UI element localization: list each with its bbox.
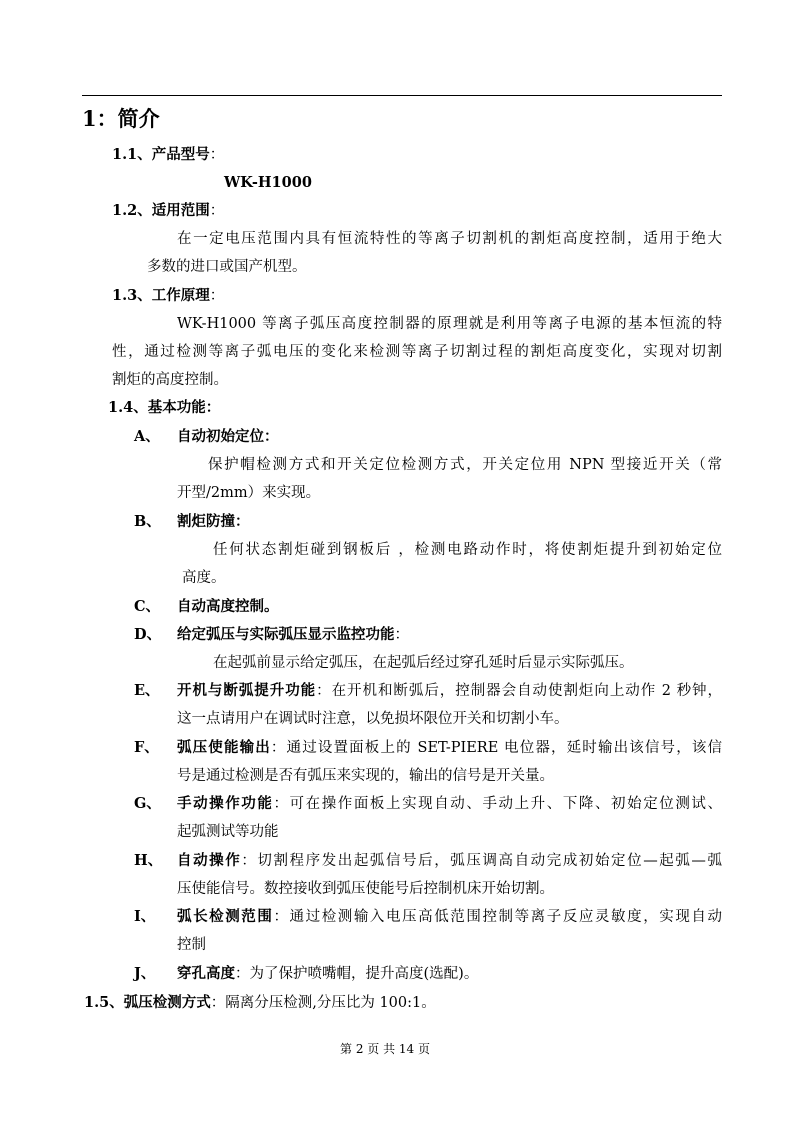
- item-a-title: 自动初始定位：: [177, 428, 279, 445]
- item-i-line2: 控制: [177, 937, 206, 953]
- item-c-title: 自动高度控制。: [177, 598, 279, 615]
- s1-2-line2: 多数的进口或国产机型。: [147, 259, 307, 275]
- item-f-rest: ：通过设置面板上的 SET-PIERE 电位器，延时输出该信号，该信: [270, 740, 723, 756]
- item-j-line1: [177, 964, 478, 984]
- item-b-letter: B、: [134, 513, 161, 530]
- s1-5-line: [84, 993, 436, 1013]
- item-d-heading: [177, 625, 409, 645]
- s1-3-line2: 性，通过检测等离子弧电压的变化来检测等离子切割过程的割炬高度变化，实现对切割: [112, 344, 722, 360]
- s1-2-colon: ：: [209, 203, 225, 219]
- s1-3-colon: ：: [209, 288, 225, 304]
- s1-1-colon: ：: [209, 147, 225, 163]
- item-f-line1: [177, 738, 722, 758]
- item-f-line2: 号是通过检测是否有弧压来实现的，输出的信号是开关量。: [177, 768, 554, 784]
- item-a-line1: 保护帽检测方式和开关定位检测方式，开关定位用 NPN 型接近开关（常: [208, 457, 722, 473]
- item-h-letter: H、: [134, 852, 163, 869]
- item-g-line1: [177, 794, 722, 814]
- s1-2-line1: 在一定电压范围内具有恒流特性的等离子切割机的割炬高度控制，适用于绝大: [177, 231, 722, 247]
- item-j-letter: J、: [134, 965, 156, 982]
- page-number: 第 2 页 共 14 页: [340, 1042, 430, 1056]
- item-g-title: 手动操作功能: [177, 795, 274, 812]
- s1-3-label: 1.3、工作原理: [112, 287, 210, 304]
- item-h-rest: ：切割程序发出起弧信号后，弧压调高自动完成初始定位—起弧—弧: [241, 853, 723, 869]
- item-c-letter: C、: [134, 598, 161, 615]
- item-i-rest: ：通过检测输入电压高低范围控制等离子反应灵敏度，实现自动: [273, 909, 723, 925]
- section-title: 1：简介: [82, 106, 160, 131]
- item-g-letter: G、: [134, 795, 161, 812]
- item-f-letter: F、: [134, 739, 159, 756]
- item-d-letter: D、: [134, 626, 162, 643]
- item-e-rest: ：在开机和断弧后，控制器会自动使割炬向上动作 2 秒钟，: [316, 683, 723, 699]
- item-b-title: 割炬防撞：: [177, 513, 250, 530]
- s1-2-heading: [112, 201, 224, 221]
- s1-5-rest: ：隔离分压检测,分压比为 100:1。: [210, 995, 436, 1011]
- item-a-line2: 开型/2mm）来实现。: [177, 485, 321, 501]
- item-a-letter: A、: [134, 428, 160, 445]
- item-i-line1: [177, 907, 722, 927]
- item-j-rest: ：为了保护喷嘴帽，提升高度(选配)。: [235, 966, 479, 982]
- s1-1-label: 1.1、产品型号: [112, 146, 210, 163]
- item-e-line2: 这一点请用户在调试时注意，以免损坏限位开关和切割小车。: [177, 711, 569, 727]
- item-f-title: 弧压使能输出: [177, 739, 271, 756]
- item-b-line1: 任何状态割炬碰到钢板后 ，检测电路动作时，将使割炬提升到初始定位: [213, 542, 722, 558]
- s1-3-line3: 割炬的高度控制。: [112, 372, 228, 388]
- item-d-line1: 在起弧前显示给定弧压，在起弧后经过穿孔延时后显示实际弧压。: [213, 655, 634, 671]
- item-b-line2: 高度。: [182, 570, 226, 586]
- item-i-letter: I、: [134, 908, 156, 925]
- s1-2-label: 1.2、适用范围: [112, 202, 210, 219]
- s1-5-label: 1.5、弧压检测方式: [84, 994, 211, 1011]
- item-j-title: 穿孔高度: [177, 965, 235, 982]
- product-model: WK-H1000: [224, 174, 312, 191]
- item-e-title: 开机与断弧提升功能: [177, 682, 317, 699]
- item-h-line1: [177, 851, 722, 871]
- s1-3-heading: [112, 286, 224, 306]
- header-rule: [82, 95, 722, 96]
- s1-4-heading: 1.4、基本功能：: [108, 399, 221, 416]
- item-g-line2: 起弧测试等功能: [177, 824, 279, 840]
- item-g-rest: ：可在操作面板上实现自动、手动上升、下降、初始定位测试、: [273, 796, 723, 812]
- s1-1-heading: [112, 145, 224, 165]
- item-d-colon: ：: [394, 627, 409, 643]
- item-e-line1: [177, 681, 722, 701]
- item-d-title: 给定弧压与实际弧压显示监控功能: [177, 626, 395, 643]
- s1-3-line1: WK-H1000 等离子弧压高度控制器的原理就是利用等离子电源的基本恒流的特: [177, 316, 722, 332]
- item-e-letter: E、: [134, 682, 160, 699]
- item-h-line2: 压使能信号。数控接收到弧压使能号后控制机床开始切割。: [177, 881, 554, 897]
- item-i-title: 弧长检测范围: [177, 908, 274, 925]
- item-h-title: 自动操作: [177, 852, 242, 869]
